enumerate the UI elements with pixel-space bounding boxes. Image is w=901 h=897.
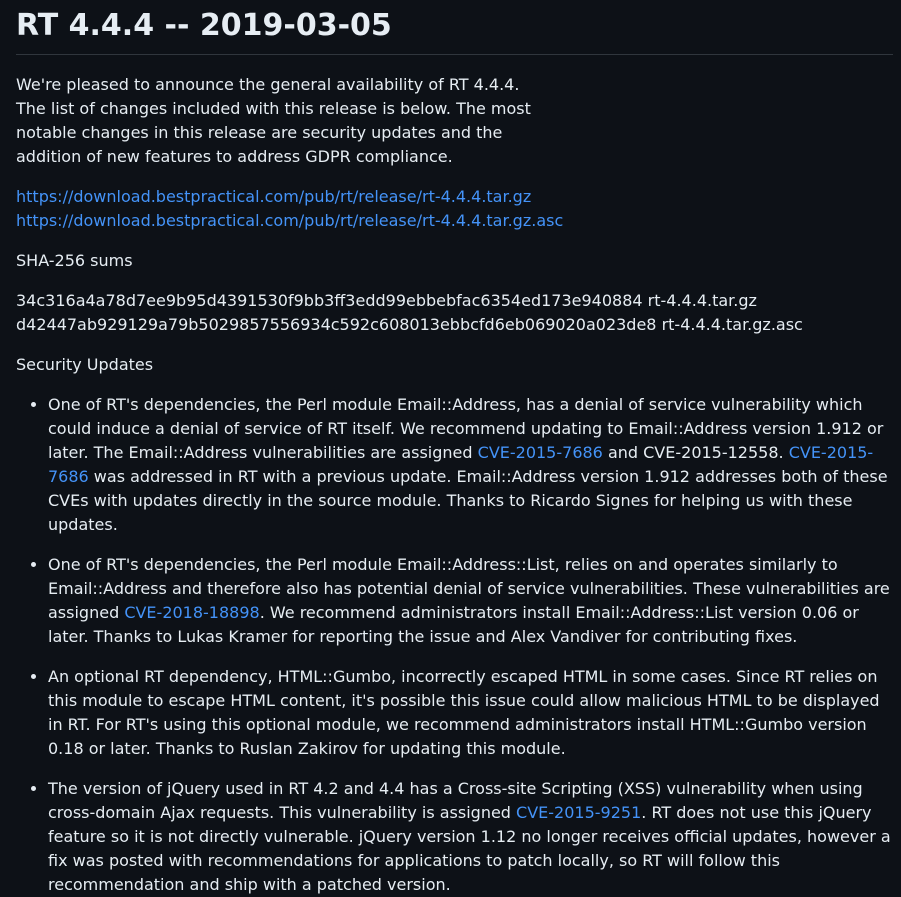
list-item-html-gumbo: • An optional RT dependency, HTML::Gumbo, incorrectly escaped HTML in some cases. Since RT relies on this module to escape HTML content, it's possible this issue could allow malicious HTML to be displayed in RT. For RT's using this optional module, we recommend administrators install HTML::Gumbo version 0.18 or later. Thanks to Ruslan Zakirov for updating this module. — [48, 665, 893, 761]
page-title: RT 4.4.4 -- 2019-03-05 — [16, 0, 893, 55]
cve-link[interactable]: CVE-2015-7686 — [48, 443, 874, 486]
security-updates-list — [16, 393, 893, 897]
list-item-email-address-list: • One of RT's dependencies, the Perl module Email::Address::List, relies on and operates similarly to Email::Address and therefore also has potential denial of service vulnerabilities. These vulnerabilities are assigned CVE-2018-18898. We recommend administrators install Email::Address::List version 0.06 or later. Thanks to Lukas Kramer for reporting the issue and Alex Vandiver for contributing fixes. — [48, 553, 893, 649]
cve-link[interactable]: CVE-2015-7686 — [477, 443, 603, 462]
sha-line-signature: d42447ab929129a79b5029857556934c592c608013ebbcfd6eb069020a023de8 rt-4.4.4.tar.gz.asc — [16, 315, 803, 334]
cve-link[interactable]: CVE-2018-18898 — [124, 603, 260, 622]
download-link-signature[interactable]: https://download.bestpractical.com/pub/rt/release/rt-4.4.4.tar.gz.asc — [16, 211, 564, 230]
list-item-email-address: • One of RT's dependencies, the Perl module Email::Address, has a denial of service vulnerability which could induce a denial of service of RT itself. We recommend updating to Email::Address version 1.912 or later. The Email::Address vulnerabilities are assigned CVE-2015-7686 and CVE-2015-12558. CVE-2015-7686 was addressed in RT with a previous update. Email::Address version 1.912 addresses both of these CVEs with updates directly in the source module. Thanks to Ricardo Signes for helping us with these updates. — [48, 393, 893, 537]
security-heading: Security Updates — [16, 355, 154, 374]
sha-line-tarball: 34c316a4a78d7ee9b95d4391530f9bb3ff3edd99ebbebfac6354ed173e940884 rt-4.4.4.tar.gz — [16, 291, 757, 310]
sha-sums — [16, 289, 893, 337]
download-links — [16, 185, 893, 233]
list-item-jquery: • The version of jQuery used in RT 4.2 and 4.4 has a Cross-site Scripting (XSS) vulnerability when using cross-domain Ajax requests. This vulnerability is assigned CVE-2015-9251. RT does not use this jQuery feature so it is not directly vulnerable. jQuery version 1.12 no longer receives official updates, however a fix was posted with recommendations for applications to patch locally, so RT will follow this recommendation and ship with a patched version. — [48, 777, 893, 897]
cve-link[interactable]: CVE-2015-9251 — [516, 803, 642, 822]
sha-heading: SHA-256 sums — [16, 251, 133, 270]
download-link-tarball[interactable]: https://download.bestpractical.com/pub/rt/release/rt-4.4.4.tar.gz — [16, 187, 532, 206]
intro-paragraph: We're pleased to announce the general availability of RT 4.4.4. The list of changes included with this release is below. The most notable changes in this release are security updates and the addition of new features to address GDPR compliance. — [16, 75, 531, 166]
